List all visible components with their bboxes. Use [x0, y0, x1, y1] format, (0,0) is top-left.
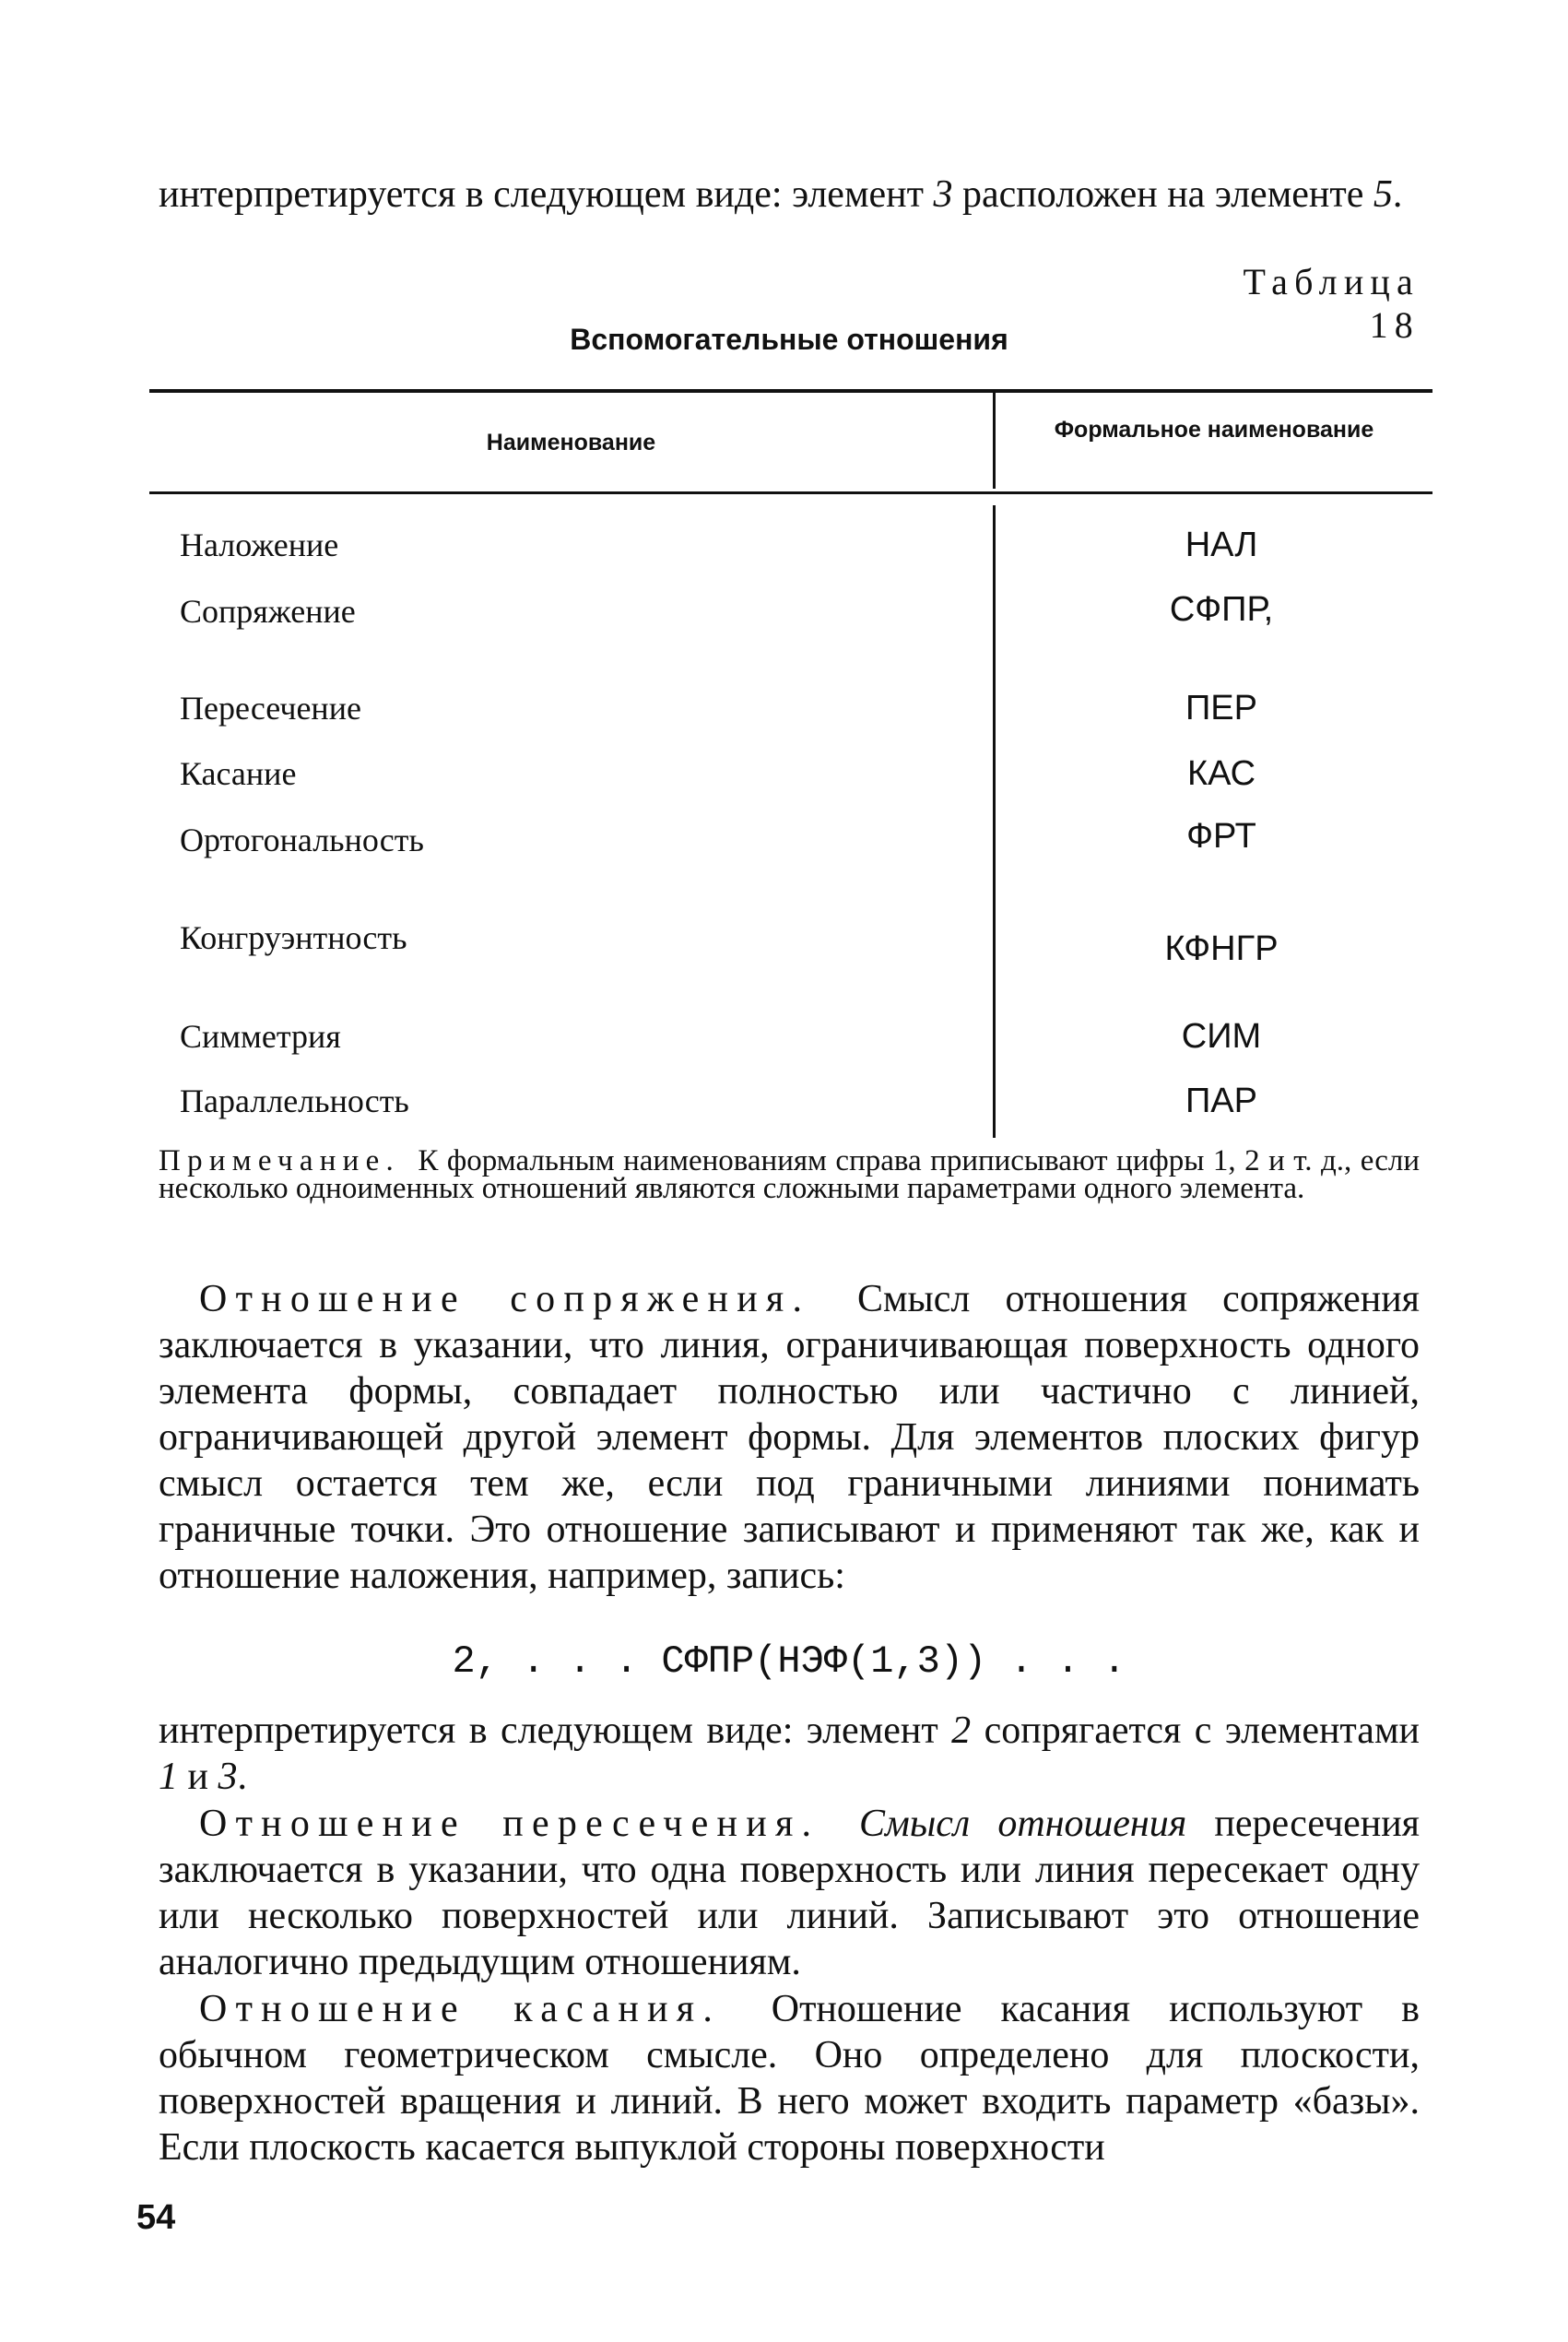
relation-code: СИМ — [1181, 1017, 1262, 1056]
element-number: 3 — [218, 1756, 238, 1798]
relation-name: Ортогональность — [180, 822, 424, 858]
section-heading: Отношение пересечения. — [199, 1803, 820, 1845]
intro-text: интерпретируется в следующем виде: элемент — [159, 173, 934, 216]
column-header-formal: Формальное наименование — [1054, 417, 1374, 443]
column-header-name: Наименование — [486, 430, 656, 455]
relation-code: КАС — [1186, 754, 1256, 793]
note-text: К формальным наименованиям справа приписывают цифры 1, 2 и т. д., если несколько одноименных отношений являются сложными параметрами одного элемента. — [159, 1144, 1420, 1205]
table-header-rule — [149, 491, 1432, 494]
section-text-italic: Смысл отношения — [831, 1803, 1187, 1845]
section-text: Смысл отношения сопряжения заключается в указании, что линия, ограничивающая поверхность одного элемента формы, совпадает полностью или частично с линией, ограничивающей другой элемент формы. Для элементов плоских фигур смысл остается тем же, если под граничными линиями понимать граничные точки. Это отношение записывают и применяют так же, как и отношение наложения, например, запись: — [159, 1278, 1420, 1597]
element-number: 2 — [951, 1709, 972, 1752]
interp-text: . — [237, 1756, 247, 1798]
section-text: пересечения заключается в указании, что одна поверхность или линия пересекает одну или несколько поверхностей или линий. Записывают это отношение аналогично предыдущим отношениям. — [159, 1803, 1420, 1983]
interpretation-paragraph — [159, 1708, 1420, 1800]
element-number: 1 — [159, 1756, 178, 1798]
relation-code: ПЕР — [1185, 689, 1257, 727]
relation-name: Пересечение — [180, 690, 361, 727]
element-number: 3 — [933, 173, 953, 216]
section-kasanie — [159, 1986, 1420, 2170]
relation-name: Конгруэнтность — [180, 919, 407, 956]
table-title: Вспомогательные отношения — [570, 323, 1008, 356]
formula: 2, . . . СФПР(НЭФ(1,3)) . . . — [452, 1639, 1126, 1684]
section-peresechenie — [159, 1801, 1420, 1985]
interp-text: интерпретируется в следующем виде: элемент — [159, 1709, 952, 1752]
section-heading: Отношение касания. — [199, 1988, 722, 2030]
relation-code: КФНГР — [1164, 929, 1279, 968]
relation-code: НАЛ — [1185, 526, 1258, 564]
relation-name: Сопряжение — [180, 593, 356, 630]
relation-name: Симметрия — [180, 1018, 341, 1055]
table-note — [159, 1144, 1420, 1205]
relation-code: ФРТ — [1186, 817, 1256, 856]
relation-code: СФПР, — [1169, 590, 1274, 629]
note-label: Примечание. — [159, 1144, 401, 1177]
relation-name: Наложение — [180, 526, 339, 563]
interp-text: и — [178, 1756, 218, 1798]
intro-text: расположен на элементе — [952, 173, 1373, 216]
section-heading: Отношение сопряжения. — [199, 1278, 811, 1320]
intro-text: . — [1392, 173, 1403, 216]
section-sopryazhenie — [159, 1276, 1420, 1599]
section-text: Отношение касания используют в обычном геометрическом смысле. Оно определено для плоскости, поверхностей вращения и линий. В него может входить параметр «базы». Если плоскость касается выпуклой стороны поверхности — [159, 1988, 1420, 2169]
intro-paragraph — [159, 172, 1420, 218]
relation-name: Параллельность — [180, 1082, 409, 1119]
interp-text: сопрягается с элементами — [971, 1709, 1420, 1752]
body-column-divider — [993, 505, 996, 1138]
table-number: Таблица 18 — [1243, 261, 1420, 346]
relation-code: ПАР — [1185, 1082, 1257, 1120]
element-number: 5 — [1373, 173, 1393, 216]
relation-name: Касание — [180, 755, 297, 792]
table-top-rule — [149, 389, 1432, 393]
page-number: 54 — [136, 2198, 176, 2237]
